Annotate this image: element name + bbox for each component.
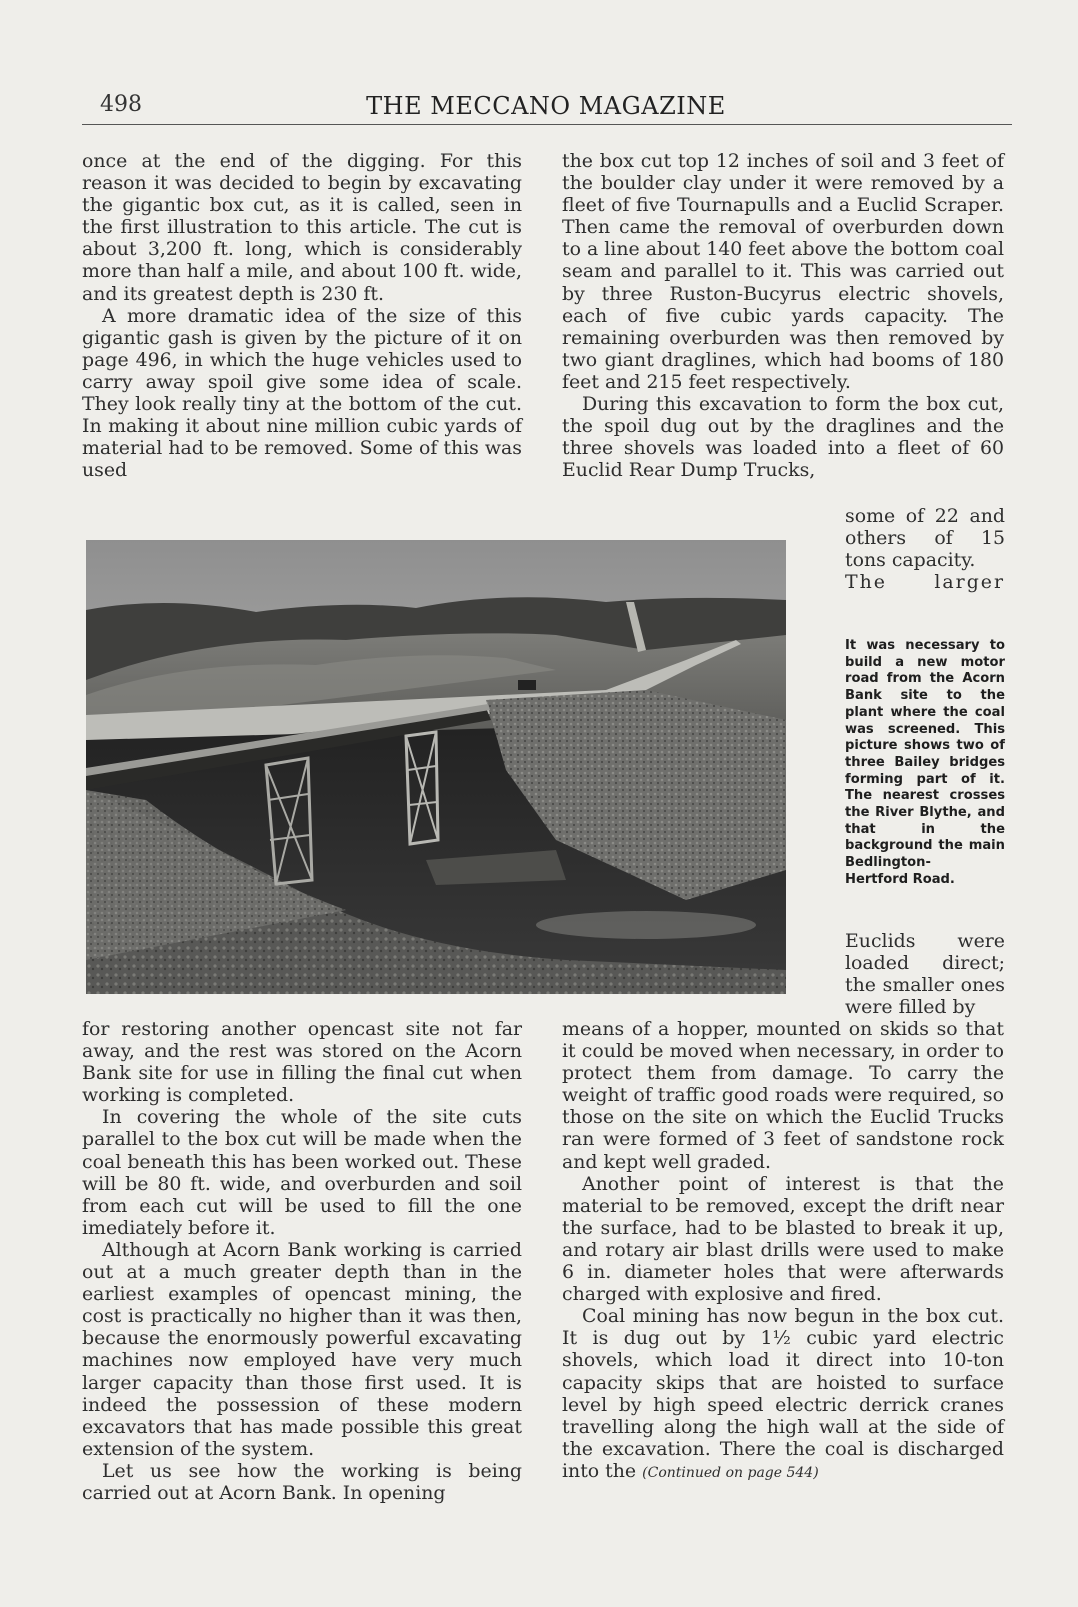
- paragraph: the box cut top 12 inches of soil and 3 feet of the boulder clay under it were removed by a fleet of five Tournapulls and a Euclid Scraper. Then came the removal of overburden down to a line about 140 feet above the bottom coal seam and parallel to it. This was carried out by three Ruston-Bucyrus electric shovels, each of five cubic yards capacity. The remaining overburden was then removed by two giant draglines, which had booms of 180 feet and 215 feet respectively.: [562, 150, 1004, 393]
- left-column-bottom: [82, 1018, 522, 1504]
- photo-illustration: [86, 540, 786, 994]
- paragraph-text: Coal mining has now begun in the box cut. It is dug out by 1½ cubic yard electric shovels, which load it direct into 10-ton capacity skips that are hoisted to surface level by high speed electric derrick cranes travelling along the high wall at the side of the excavation. There the coal is discharged into the: [562, 1305, 1004, 1482]
- page-header: [82, 92, 1010, 126]
- paragraph: A more dramatic idea of the size of this gigantic gash is given by the picture of it on page 496, in which the huge vehicles used to carry away spoil give some idea of scale. They look really tiny at the bottom of the cut. In making it about nine million cubic yards of material had to be removed. Some of this was used: [82, 304, 522, 482]
- paragraph: for restoring another opencast site not far away, and the rest was stored on the Acorn Bank site for use in filling the final cut when working is completed.: [82, 1018, 522, 1107]
- continued-note: (Continued on page 544): [642, 1464, 819, 1481]
- bailey-bridge-photo: [86, 540, 786, 994]
- photo-caption: [845, 638, 1005, 889]
- header-rule: [82, 124, 1012, 125]
- wrap-last-line: The larger: [845, 571, 1005, 594]
- paragraph: Let us see how the working is being carried out at Acorn Bank. In opening: [82, 1459, 522, 1504]
- paragraph: once at the end of the digging. For this reason it was decided to begin by excavating the gigantic box cut, as it is called, seen in the first illustration to this article. The cut is about 3,200 ft. long, which is considerably more than half a mile, and about 100 ft. wide, and its greatest depth is 230 ft.: [82, 150, 522, 305]
- wrap-text-bottom: [845, 930, 1005, 1018]
- paragraph: means of a hopper, mounted on skids so that it could be moved when necessary, in order to protect them from damage. To carry the weight of traffic good roads were required, so those on the site on which the Euclid Trucks ran were formed of 3 feet of sandstone rock and kept well graded.: [562, 1018, 1004, 1173]
- paragraph: In covering the whole of the site cuts parallel to the box cut will be made when the coal beneath this has been worked out. These will be 80 ft. wide, and overburden and soil from each cut will be used to fill the one imediately before it.: [82, 1106, 522, 1239]
- right-column-top: [562, 150, 1004, 481]
- left-column-top: [82, 150, 522, 481]
- wrap-first-line: Euclids were: [845, 930, 1005, 952]
- paragraph: Although at Acorn Bank working is carried out at a much greater depth than in the earliest examples of opencast mining, the cost is practically no higher than it was then, because the enormously powerful excavating machines now employed have very much larger capacity than those first used. It is indeed the possession of these modern excavators that has made possible this great extension of the system.: [82, 1238, 522, 1460]
- caption-last-line: Hertford Road.: [845, 871, 955, 887]
- right-column-bottom: [562, 1018, 1004, 1484]
- wrap-text-top: [845, 505, 1005, 593]
- caption-text: It was necessary to build a new motor road from the Acorn Bank site to the plant where the coal was screened. This picture shows two of three Bailey bridges forming part of it. The nearest crosses the River Blythe, and that in the background the main Bedlington-: [845, 638, 1005, 871]
- wrap-paragraph: loaded direct; the smaller ones were filled by: [845, 952, 1005, 1019]
- page-number: 498: [100, 92, 142, 117]
- paragraph: [562, 1305, 1004, 1484]
- paragraph: During this excavation to form the box cut, the spoil dug out by the draglines and the three shovels was loaded into a fleet of 60 Euclid Rear Dump Trucks,: [562, 393, 1004, 482]
- wrap-paragraph: some of 22 and others of 15 tons capacity.: [845, 505, 1005, 572]
- magazine-title: THE MECCANO MAGAZINE: [366, 92, 726, 120]
- paragraph: Another point of interest is that the material to be removed, except the drift near the surface, had to be blasted to break it up, and rotary air blast drills were used to make 6 in. diameter holes that were afterwards charged with explosive and fired.: [562, 1172, 1004, 1306]
